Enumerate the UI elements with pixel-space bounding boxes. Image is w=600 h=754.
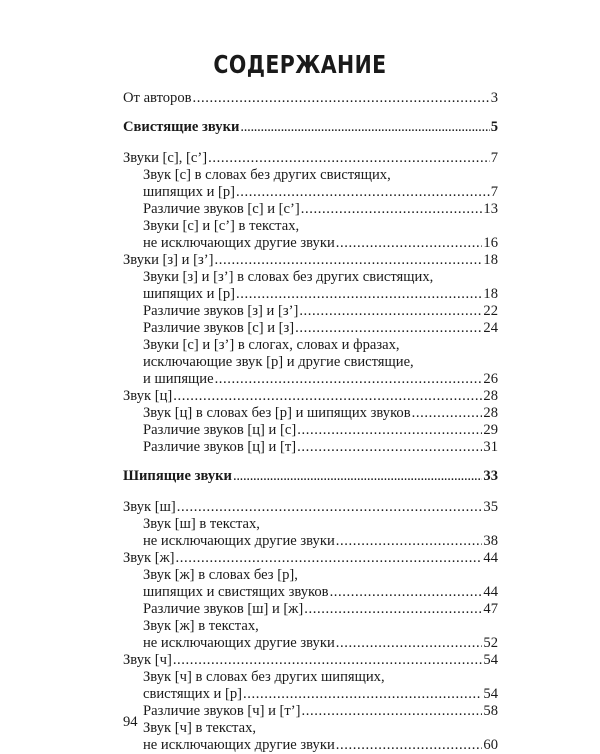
toc-entry-line: Звуки [з] и [з’] в словах без других свистящих, (143, 269, 434, 285)
toc-entry-label: не исключающих другие звуки (143, 235, 335, 251)
toc-entry-label: От авторов (123, 90, 192, 106)
dot-leader (301, 201, 483, 218)
dot-leader (297, 422, 482, 439)
toc-entry-label: Звук [ч] (123, 652, 172, 668)
toc-entry-label: шипящих и [р] (143, 286, 236, 302)
dot-leader (336, 737, 483, 754)
toc-entry-page: 13 (483, 201, 498, 217)
toc-entry-page: 38 (483, 533, 498, 549)
toc-entry-page: 7 (490, 150, 498, 166)
toc-entry-page: 52 (483, 635, 498, 651)
toc-entry-page: 26 (483, 371, 498, 387)
toc-entry-label: Звук [ц] в словах без [р] и шипящих звуков (143, 405, 411, 421)
toc-entry (123, 252, 498, 269)
toc-entry-line: исключающие звук [р] и другие свистящие, (143, 354, 414, 370)
page-number: 94 (123, 714, 138, 730)
dot-leader (336, 533, 483, 550)
toc-entry-page: 58 (483, 703, 498, 719)
toc-entry-page: 28 (483, 405, 498, 421)
dot-leader (215, 371, 483, 388)
dot-leader (236, 286, 482, 303)
dot-leader (176, 550, 483, 567)
toc-entry-label: Различие звуков [с] и [с’] (143, 201, 300, 217)
toc-section (123, 119, 498, 136)
dot-leader (304, 601, 482, 618)
toc-entry (123, 439, 498, 456)
toc-entry (123, 422, 498, 439)
toc-entry-label: Различие звуков [ц] и [с] (143, 422, 297, 438)
toc-entry-label: Различие звуков [ч] и [т’] (143, 703, 301, 719)
toc-entry-page: 16 (483, 235, 498, 251)
toc-entry-label: шипящих и свистящих звуков (143, 584, 329, 600)
toc-entry-line: Звук [ч] в словах без других шипящих, (143, 669, 385, 685)
toc-entry (123, 652, 498, 669)
toc-entry-page: 18 (483, 252, 498, 268)
toc-entry-page: 18 (483, 286, 498, 302)
toc-entry-label: шипящих и [р] (143, 184, 236, 200)
toc-section-label: Шипящие звуки (123, 468, 232, 484)
dot-leader (243, 686, 482, 703)
dot-leader (214, 252, 482, 269)
toc-entry-line: Звуки [с] и [с’] в текстах, (143, 218, 300, 234)
toc-section-page: 33 (483, 468, 498, 484)
toc-entry-line: Звук [ч] в текстах, (143, 720, 257, 736)
dot-leader (240, 119, 489, 136)
table-of-contents (123, 90, 498, 754)
toc-entry-page: 54 (483, 652, 498, 668)
toc-entry-label: Различие звуков [ш] и [ж] (143, 601, 304, 617)
toc-entry (123, 686, 498, 703)
toc-entry (123, 550, 498, 567)
toc-entry-label: Различие звуков [с] и [з] (143, 320, 295, 336)
toc-entry-page: 24 (483, 320, 498, 336)
toc-entry (123, 303, 498, 320)
toc-entry-label: Звук [ж] (123, 550, 175, 566)
toc-entry-page: 29 (483, 422, 498, 438)
toc-entry-page: 31 (483, 439, 498, 455)
toc-section-label: Свистящие звуки (123, 119, 240, 135)
toc-entry-page: 60 (483, 737, 498, 753)
toc-entry-page: 54 (483, 686, 498, 702)
toc-entry-page: 7 (490, 184, 498, 200)
toc-entry-label: Различие звуков [ц] и [т] (143, 439, 297, 455)
toc-entry (123, 150, 498, 167)
dot-leader (236, 184, 490, 201)
toc-entry-line: Звук [с] в словах без других свистящих, (143, 167, 391, 183)
toc-entry-line: Звук [ж] в текстах, (143, 618, 259, 634)
toc-entry-line: Звук [ш] в текстах, (143, 516, 260, 532)
toc-entry-page: 28 (483, 388, 498, 404)
toc-entry (123, 635, 498, 652)
dot-leader (336, 635, 483, 652)
toc-entry (123, 601, 498, 618)
toc-entry-label: Звук [ш] (123, 499, 176, 515)
dot-leader (336, 235, 483, 252)
dot-leader (208, 150, 490, 167)
toc-entry-label: Различие звуков [з] и [з’] (143, 303, 299, 319)
dot-leader (302, 703, 483, 720)
dot-leader (295, 320, 482, 337)
toc-entry-label: Звуки [з] и [з’] (123, 252, 214, 268)
toc-entry-page: 47 (483, 601, 498, 617)
toc-entry-page: 44 (483, 550, 498, 566)
toc-entry-label: не исключающих другие звуки (143, 635, 335, 651)
toc-entry-label: не исключающих другие звуки (143, 737, 335, 753)
toc-entry (123, 703, 498, 720)
dot-leader (173, 652, 483, 669)
dot-leader (193, 90, 490, 107)
dot-leader (299, 303, 482, 320)
toc-entry (123, 405, 498, 422)
toc-entry (123, 584, 498, 601)
toc-entry (123, 90, 498, 107)
dot-leader (330, 584, 483, 601)
toc-entry-page: 22 (483, 303, 498, 319)
toc-entry-label: и шипящие (143, 371, 214, 387)
toc-entry (123, 235, 498, 252)
toc-entry-label: свистящих и [р] (143, 686, 243, 702)
toc-entry-page: 35 (483, 499, 498, 515)
toc-entry-page: 44 (483, 584, 498, 600)
dot-leader (297, 439, 482, 456)
toc-section (123, 468, 498, 485)
dot-leader (412, 405, 483, 422)
toc-entry-label: Звук [ц] (123, 388, 173, 404)
toc-entry-label: Звуки [с], [с’] (123, 150, 208, 166)
toc-entry (123, 371, 498, 388)
toc-entry-line: Звук [ж] в словах без [р], (143, 567, 298, 583)
toc-entry-label: не исключающих другие звуки (143, 533, 335, 549)
dot-leader (177, 499, 483, 516)
toc-entry (123, 201, 498, 218)
toc-entry (123, 320, 498, 337)
toc-entry (123, 286, 498, 303)
toc-entry (123, 533, 498, 550)
toc-entry (123, 737, 498, 754)
toc-entry (123, 388, 498, 405)
toc-entry (123, 499, 498, 516)
page-title: СОДЕРЖАНИЕ (213, 50, 387, 79)
toc-entry-line: Звуки [с] и [з’] в слогах, словах и фразах, (143, 337, 400, 353)
dot-leader (233, 468, 482, 485)
toc-section-page: 5 (490, 119, 498, 135)
dot-leader (173, 388, 482, 405)
toc-entry (123, 184, 498, 201)
toc-entry-page: 3 (490, 90, 498, 106)
